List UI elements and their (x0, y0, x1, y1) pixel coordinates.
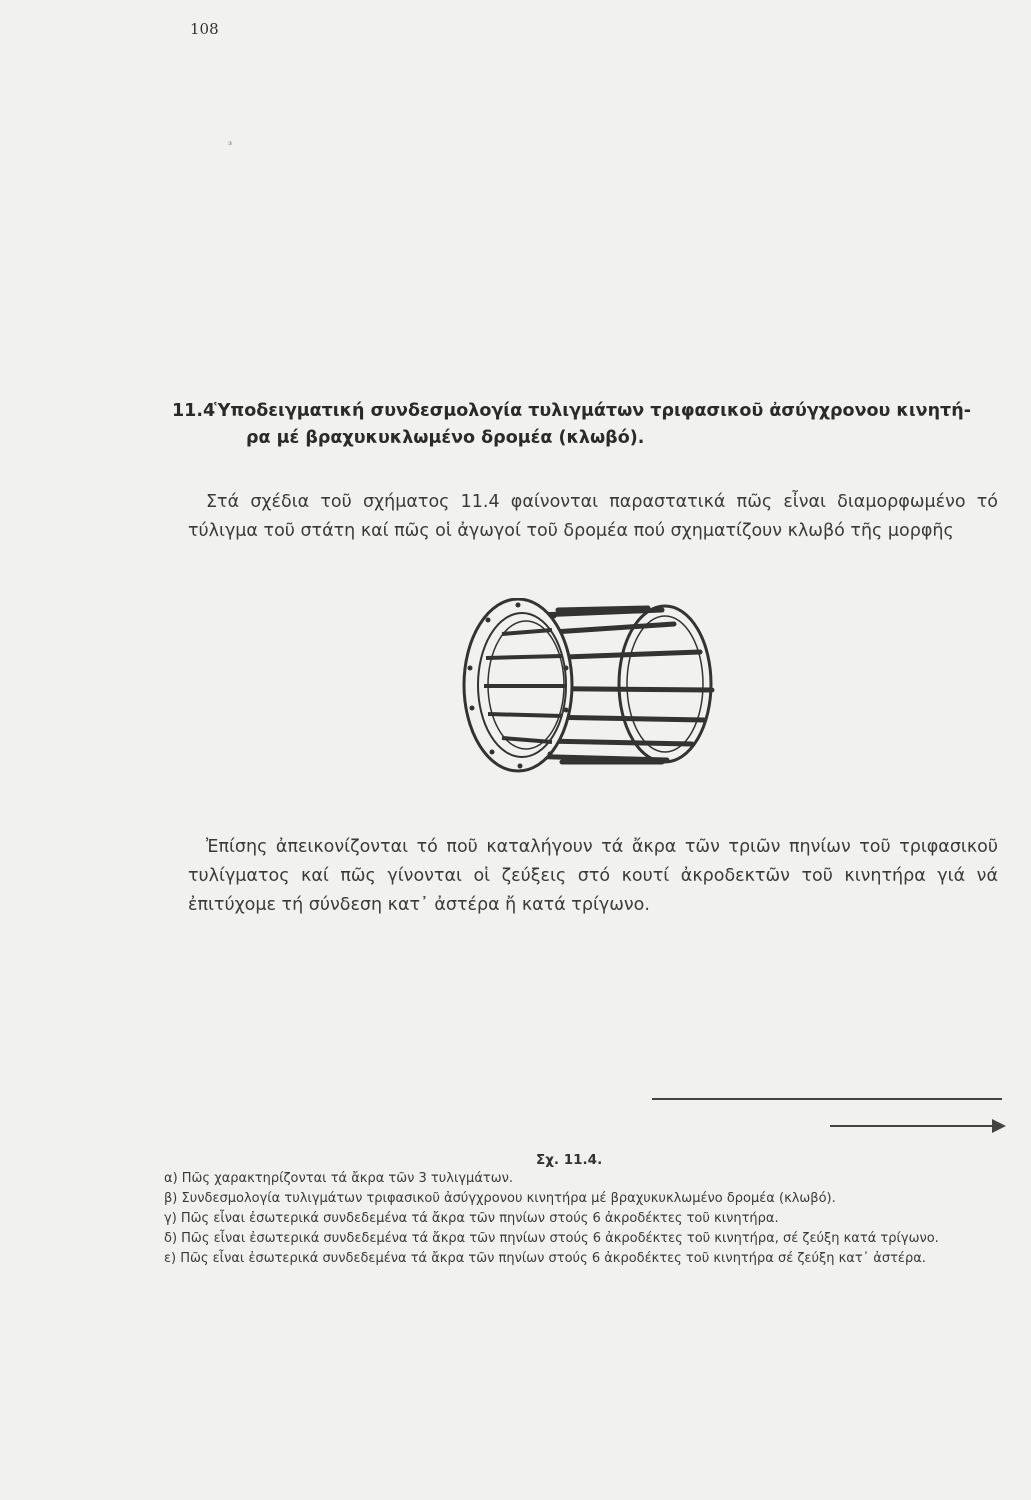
caption-item-e: ε) Πῶς εἶναι ἐσωτερικά συνδεδεμένα τά ἄκρα τῶν πηνίων στούς 6 ἀκροδέκτες τοῦ κινητήρα σέ ζεύξη κατ᾽ ἀστέρα. (164, 1251, 926, 1266)
squirrel-cage-rotor-icon (462, 598, 724, 774)
page-number: 108 (190, 20, 219, 38)
caption-item-a: α) Πῶς χαρακτηρίζονται τά ἄκρα τῶν 3 τυλιγμάτων. (164, 1171, 513, 1186)
arrow-right-icon (830, 1118, 1006, 1134)
section-heading (172, 398, 1002, 452)
section-title-line1: Ὑποδειγματική συνδεσμολογία τυλιγμάτων τριφασικοῦ ἀσύγχρονου κινητή- (214, 401, 971, 421)
divider-line (652, 1098, 1002, 1100)
figure-caption-list (164, 1170, 1002, 1270)
section-number: 11.4 (172, 401, 216, 421)
caption-item-d: δ) Πῶς εἶναι ἐσωτερικά συνδεδεμένα τά ἄκρα τῶν πηνίων στούς 6 ἀκροδέκτες τοῦ κινητήρα, σέ ζεύξη κατά τρίγωνο. (164, 1231, 939, 1246)
section-title-line2: ρα μέ βραχυκυκλωμένο δρομέα (κλωβό). (246, 428, 645, 448)
stray-mark: ᵌ (228, 138, 233, 152)
figure-caption-title: Σχ. 11.4. (536, 1152, 603, 1168)
caption-item-c: γ) Πῶς εἶναι ἐσωτερικά συνδεδεμένα τά ἄκρα τῶν πηνίων στούς 6 ἀκροδέκτες τοῦ κινητήρα. (164, 1211, 779, 1226)
caption-item-b: β) Συνδεσμολογία τυλιγμάτων τριφασικοῦ ἀσύγχρονου κινητήρα μέ βραχυκυκλωμένο δρομέα (κλωβό). (164, 1191, 836, 1206)
body-paragraph-2: Ἐπίσης ἀπεικονίζονται τό ποῦ καταλήγουν τά ἄκρα τῶν τριῶν πηνίων τοῦ τριφασικοῦ τυλίγματος καί πῶς γίνονται οἱ ζεύξεις στό κουτί ἀκροδεκτῶν τοῦ κινητήρα γιά νά ἐπιτύχομε τή σύνδεση κατ᾽ ἀστέρα ἤ κατά τρίγωνο. (188, 836, 998, 915)
body-paragraph-1: Στά σχέδια τοῦ σχήματος 11.4 φαίνονται παραστατικά πῶς εἶναι διαμορφωμένο τό τύλιγμα τοῦ στάτη καί πῶς οἱ ἀγωγοί τοῦ δρομέα πού σχηματίζουν κλωβό τῆς μορφῆς (188, 491, 998, 541)
